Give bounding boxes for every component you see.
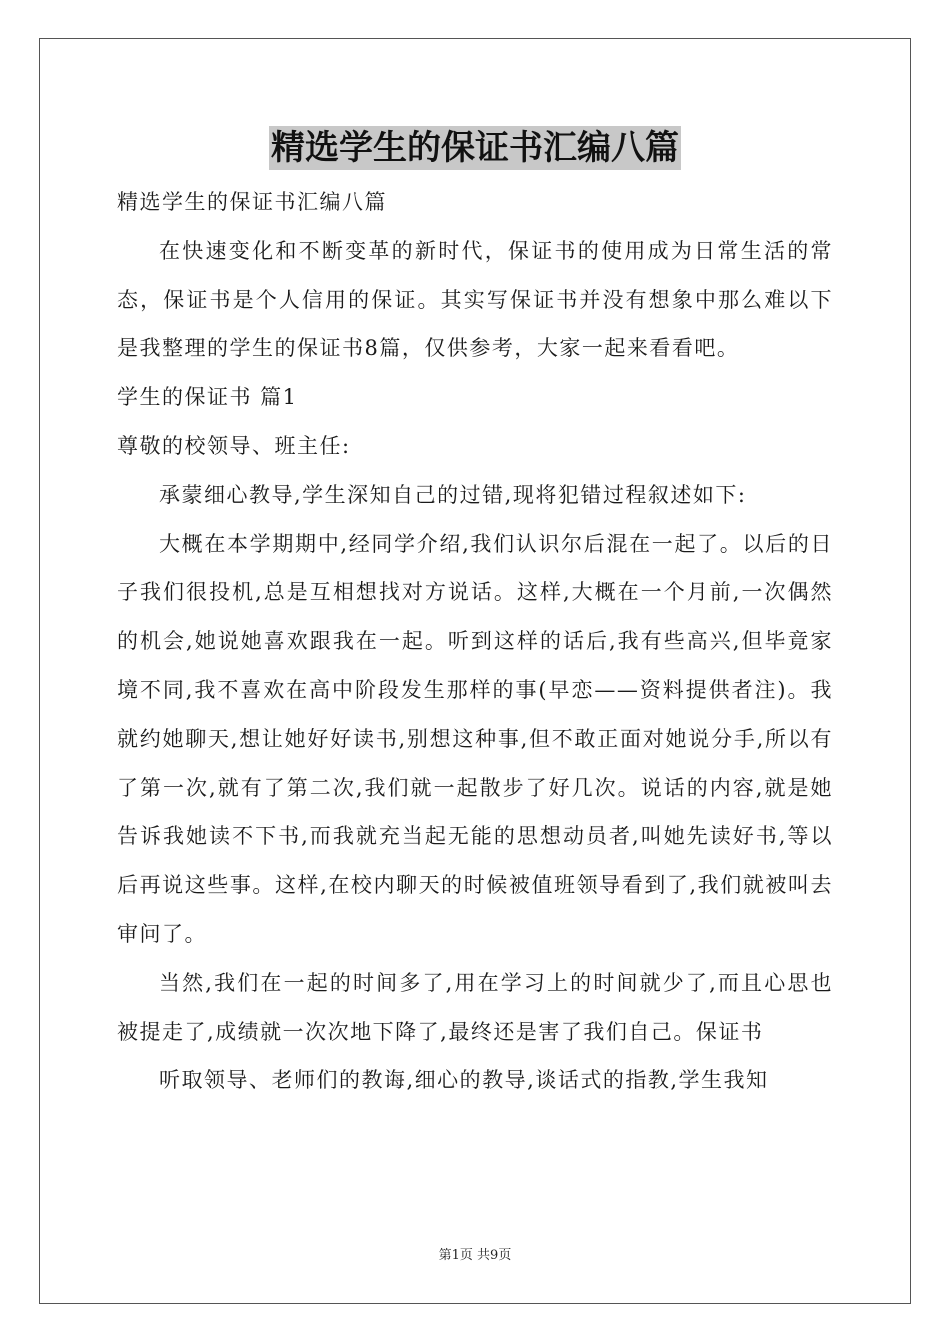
section-heading: 学生的保证书 篇1 [117, 385, 298, 410]
paragraph: 听取领导、老师们的教诲,细心的教导,谈话式的指教,学生我知 [159, 1068, 769, 1093]
page-number: 第1页 共9页 [438, 1248, 512, 1263]
paragraph-intro: 在快速变化和不断变革的新时代，保证书的使用成为日常生活的常态，保证书是个人信用的保证。其实写保证书并没有想象中那么难以下是我整理的学生的保证书8篇，仅供参考，大家一起来看看吧。 [117, 238, 833, 361]
salutation: 尊敬的校领导、班主任: [117, 433, 351, 458]
page-footer [0, 1246, 950, 1266]
document-title: 精选学生的保证书汇编八篇 [271, 128, 679, 168]
paragraph-subtitle: 精选学生的保证书汇编八篇 [117, 190, 387, 214]
paragraph: 当然,我们在一起的时间多了,用在学习上的时间就少了,而且心思也被提走了,成绩就一次次地下降了,最终还是害了我们自己。保证书 [117, 970, 833, 1044]
title-container [0, 126, 950, 170]
document-body [117, 178, 833, 1105]
paragraph: 大概在本学期期中,经同学介绍,我们认识尔后混在一起了。以后的日子我们很投机,总是互相想找对方说话。这样,大概在一个月前,一次偶然的机会,她说她喜欢跟我在一起。听到这样的话后,我有些高兴,但毕竟家境不同,我不喜欢在高中阶段发生那样的事(早恋——资料提供者注)。我就约她聊天,想让她好好读书,别想这种事,但不敢正面对她说分手,所以有了第一次,就有了第二次,我们就一起散步了好几次。说话的内容,就是她告诉我她读不下书,而我就充当起无能的思想动员者,叫她先读好书,等以后再说这些事。这样,在校内聊天的时候被值班领导看到了,我们就被叫去审问了。 [117, 531, 833, 946]
paragraph: 承蒙细心教导,学生深知自己的过错,现将犯错过程叙述如下: [159, 482, 747, 507]
